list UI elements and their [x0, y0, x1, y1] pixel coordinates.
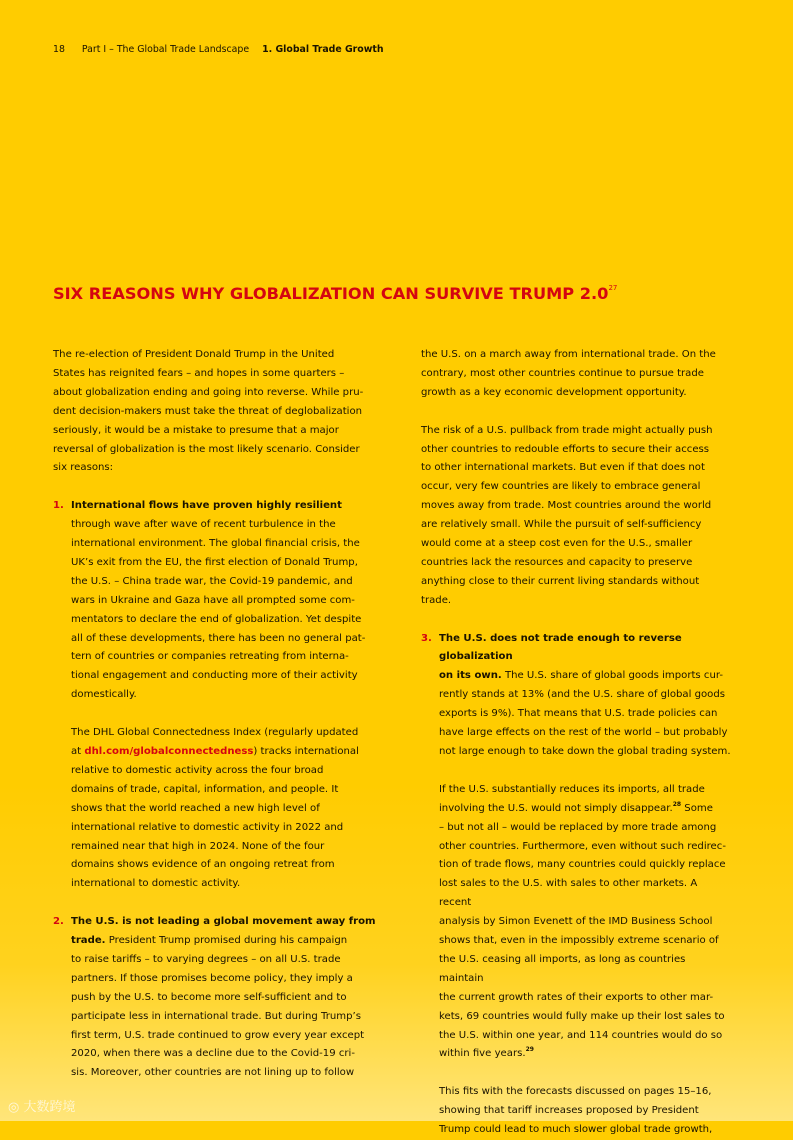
text-line: mentators to declare the end of globalization. Yet despite	[71, 613, 362, 625]
page-number: 18	[53, 44, 65, 55]
text-line: about globalization ending and going into reverse. While pru-	[53, 386, 364, 398]
text-line: shows that, even in the impossibly extreme scenario of	[439, 935, 719, 947]
text-line: kets, 69 countries would fully make up their lost sales to	[439, 1010, 725, 1022]
text-fragment: at	[71, 746, 85, 757]
text-line: domains of trade, capital, information, and people. It	[71, 783, 339, 795]
text-fragment: within five years.	[439, 1048, 526, 1060]
text-line: showing that tariff increases proposed by President	[439, 1105, 699, 1117]
list-number: 1.	[53, 500, 64, 512]
text-line	[439, 800, 731, 819]
reason-2	[53, 913, 378, 1083]
text-line: would come at a steep cost even for the U.S., smaller	[421, 538, 693, 550]
text-fragment: involving the U.S. would not simply disappear.	[439, 802, 673, 814]
text-line: the U.S. ceasing all imports, as long as countries maintain	[439, 953, 686, 984]
text-line: six reasons:	[53, 462, 114, 474]
text-line: partners. If those promises become policy, they imply a	[71, 972, 353, 984]
text-fragment: Some	[681, 802, 713, 814]
text-line: The DHL Global Connectedness Index (regularly updated	[71, 727, 359, 739]
text-line: tion of trade flows, many countries could quickly replace	[439, 859, 726, 871]
text-line: This fits with the forecasts discussed on pages 15–16,	[439, 1086, 712, 1098]
text-line: dent decision-makers must take the threat of deglobalization	[53, 405, 363, 417]
text-fragment: President Trump promised during his campaign	[105, 935, 348, 947]
text-line: other countries to redouble efforts to secure their access	[421, 443, 710, 455]
list-number: 2.	[53, 916, 64, 928]
text-line: first term, U.S. trade continued to grow every year except	[71, 1029, 365, 1041]
text-line: tional engagement and conducting more of their activity	[71, 670, 358, 682]
page-title	[53, 284, 617, 303]
text-line: other countries. Furthermore, even without such redirec-	[439, 840, 726, 852]
text-line: reversal of globalization is the most likely scenario. Consider	[53, 443, 360, 455]
text-line: seriously, it would be a mistake to presume that a major	[53, 424, 339, 436]
watermark-logo-icon: ◎	[8, 1100, 24, 1115]
watermark-text: 大数跨境	[23, 1100, 76, 1115]
text-line: to other international markets. But even if that does not	[421, 462, 705, 474]
text-line: domestically.	[71, 689, 137, 701]
intro-paragraph	[53, 346, 378, 478]
text-line	[439, 667, 731, 686]
text-line: international environment. The global financial crisis, the	[71, 538, 360, 550]
text-line: States has reignited fears – and hopes in some quarters –	[53, 367, 345, 379]
text-line: are relatively small. While the pursuit of self-sufficiency	[421, 519, 702, 531]
text-line: Trump could lead to much slower global trade growth,	[439, 1124, 713, 1136]
section-label: 1. Global Trade Growth	[262, 44, 384, 55]
title-text: SIX REASONS WHY GLOBALIZATION CAN SURVIVE TRUMP 2.0	[53, 284, 609, 303]
text-line: remained near that high in 2024. None of the four	[71, 840, 325, 852]
reason-3	[421, 630, 731, 1140]
text-line: growth as a key economic development opportunity.	[421, 386, 687, 398]
text-line: not large enough to take down the global trading system.	[439, 746, 731, 757]
footnote-marker: 29	[525, 1046, 534, 1054]
text-line	[71, 743, 378, 762]
text-line: all of these developments, there has been no general pat-	[71, 632, 366, 644]
text-line: If the U.S. substantially reduces its imports, all trade	[439, 783, 705, 795]
right-column	[421, 346, 731, 1140]
text-line: occur, very few countries are likely to embrace general	[421, 481, 701, 493]
continuation-paragraph	[421, 346, 731, 403]
text-fragment: The U.S. share of global goods imports cur-	[501, 670, 723, 682]
part-label: Part I – The Global Trade Landscape	[81, 44, 250, 55]
text-line: The re-election of President Donald Trump in the United	[53, 349, 335, 360]
reason-heading: The U.S. does not trade enough to reverse globalization	[439, 632, 682, 663]
text-line: to raise tariffs – to varying degrees – on all U.S. trade	[71, 953, 341, 965]
footnote-marker: 28	[672, 800, 682, 808]
reason-heading: The U.S. is not leading a global movement away from	[71, 916, 376, 928]
text-line: the U.S. – China trade war, the Covid-19 pandemic, and	[71, 575, 353, 587]
text-line: analysis by Simon Evenett of the IMD Business School	[439, 916, 713, 928]
text-line: trade.	[421, 594, 452, 606]
text-line: The risk of a U.S. pullback from trade might actually push	[421, 424, 713, 436]
text-line: lost sales to the U.S. with sales to other markets. A recent	[439, 878, 698, 909]
text-line: the current growth rates of their exports to other mar-	[439, 991, 714, 1003]
text-line: relative to domestic activity across the four broad	[71, 764, 324, 776]
text-line: wars in Ukraine and Gaza have all prompted some com-	[71, 594, 355, 606]
text-line: sis. Moreover, other countries are not lining up to follow	[71, 1067, 355, 1079]
text-line: the U.S. on a march away from international trade. On the	[421, 349, 716, 360]
title-footnote: 27	[608, 284, 618, 292]
text-line: have large effects on the rest of the world – but probably	[439, 727, 728, 739]
reason-heading-end: on its own.	[439, 670, 502, 682]
text-line: contrary, most other countries continue to pursue trade	[421, 367, 704, 379]
reason-heading: International flows have proven highly resilient	[71, 500, 342, 512]
text-line	[71, 932, 378, 951]
text-line: moves away from trade. Most countries around the world	[421, 500, 712, 512]
text-line: – but not all – would be replaced by more trade among	[439, 821, 717, 833]
left-column	[53, 346, 378, 1083]
text-line: exports is 9%). That means that U.S. trade policies can	[439, 708, 718, 720]
reason-1	[53, 497, 378, 894]
text-line: domains shows evidence of an ongoing retreat from	[71, 859, 335, 871]
text-fragment: ) tracks international	[253, 746, 359, 757]
risk-paragraph	[421, 422, 731, 611]
text-line: rently stands at 13% (and the U.S. share of global goods	[439, 689, 726, 701]
text-line: tern of countries or companies retreating from interna-	[71, 651, 349, 663]
reason-heading-end: trade.	[71, 935, 106, 947]
text-line: push by the U.S. to become more self-sufficient and to	[71, 991, 347, 1003]
text-line: shows that the world reached a new high level of	[71, 802, 320, 814]
text-line: international to domestic activity.	[71, 878, 241, 890]
text-line: through wave after wave of recent turbulence in the	[71, 519, 336, 531]
text-line: the U.S. within one year, and 114 countries would do so	[439, 1029, 723, 1041]
text-line: participate less in international trade. But during Trump’s	[71, 1010, 361, 1022]
text-line: international relative to domestic activity in 2022 and	[71, 821, 344, 833]
text-line	[439, 1045, 731, 1064]
text-line: UK’s exit from the EU, the first election of Donald Trump,	[71, 556, 358, 568]
list-number: 3.	[421, 632, 432, 644]
connectedness-link[interactable]: dhl.com/globalconnectedness	[84, 746, 254, 757]
running-header	[53, 44, 384, 55]
text-line: 2020, when there was a decline due to the Covid-19 cri-	[71, 1048, 355, 1060]
text-line: countries lack the resources and capacity to preserve	[421, 556, 693, 568]
watermark	[8, 1096, 76, 1115]
text-line: anything close to their current living standards without	[421, 575, 700, 587]
